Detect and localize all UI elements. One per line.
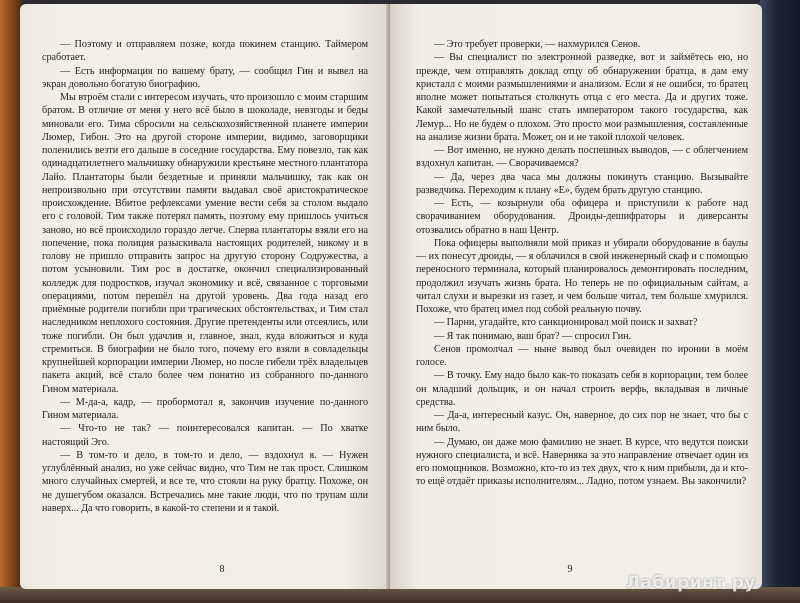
paragraph: Пока офицеры выполняли мой приказ и убирали оборудование в баулы — их понесут дроиды, — я облачился в свой инженерный скаф и с помощью переносного терминала, который планировалось демонтировать последним, продолжил изучать жизнь брата. Но теперь не по официальным сайтам, а читал слухи и вырезки из газет, и чем больше читал, тем больше хмурился. Похоже, что братец имел под собой реальную почву. xyxy=(416,237,748,315)
watermark-logo: Лабиринт.ру xyxy=(625,573,756,593)
paragraph: — Да-а, интересный казус. Он, наверное, до сих пор не знает, что бы с ним было. xyxy=(416,410,748,435)
left-page-text xyxy=(42,38,368,515)
paragraph: — Поэтому и отправляем позже, когда покинем станцию. Таймером сработает. xyxy=(42,39,368,64)
paragraph: — Вот именно, не нужно делать поспешных выводов, — с облегчением вздохнул капитан. — Сворачиваемся? xyxy=(416,145,748,170)
paragraph: — Парни, угадайте, кто санкционировал мой поиск и захват? xyxy=(434,317,698,329)
paragraph: — Вы специалист по электронной разведке, вот и займётесь ею, но прежде, чем отправлять доклад отцу об обнаружении братца, я дам ему кристалл с моими размышлениями и анализом. Если я не ошибся, то братец вполне может попытаться столкнуть отца с его места. Да и других тоже. Какой замечательный шанс стать императором такого государства, как Лемур... Но не будем о плохом. Это просто мои размышления, составленные на анализе жизни брата. Может, он и не такой плохой человек. xyxy=(416,52,748,143)
right-page xyxy=(390,4,762,589)
paragraph: — Это требует проверки, — нахмурился Сенов. xyxy=(434,39,641,50)
paragraph: Сенов промолчал — ныне вывод был очевиден по иронии в моём голосе. xyxy=(416,343,748,368)
paragraph: — Да, через два часа мы должны покинуть станцию. Вызывайте разведчика. Переходим к плану «Е», будем брать другую станцию. xyxy=(416,171,748,196)
book-right-edge xyxy=(760,0,800,603)
right-page-text xyxy=(416,38,748,489)
left-page xyxy=(20,4,388,589)
book-left-edge xyxy=(0,0,22,603)
paragraph: — Есть информация по вашему брату, — сообщил Гин и вывел на экран довольно богатую биографию. xyxy=(42,65,368,90)
paragraph: Мы втроём стали с интересом изучать, что произошло с моим старшим братом. В отличие от меня у него всё было в шоколаде, невзгоды и беды миновали его. Тима сбросили на сельскохозяйственной планете империи Люмер, Гибон. Это на другой стороне империи, видимо, заговорщики поленились везти его дальше в соседние государства. Ему повезло, так как одинадцатилетнего мальчишку обнаружили крестьяне местного плантатора Лайо. Плантаторы были бездетные и приняли мальчишку, так как он непроизвольно при отсутствии памяти выдавал своё аристократическое происхождение. Вбитое рефлексами умение вести себя за столом выдало его с головой. Тим также потерял память, поэтому ему пришлось учиться заново, но всё происходило гораздо легче. Сперва плантаторы взяли его на попечение, пока полиция разыскивала настоящих родителей, никому и в голову не пришло отправить запрос на другую сторону Содружества, а потом усыновили. Тим рос в достатке, окончил специализированный колледж для подростков, изучал экономику и всё, связанное с торговыми операциями, потом перешёл на другой уровень. Два года назад его приёмные родители погибли при трагических обстоятельствах, и Тим стал наследником неплохого состояния. Другие претенденты или отсеялись, или тоже погибли. Он был удачлив и, главное, знал, куда вложиться и куда стремиться. В биографии не было того, почему его взяли в совладельцы крупнейшей корпорации империи Люмер, но после гибели трёх владельцев пакета акций, всё стало более чем понятно из собранного по-данного Гином материала. xyxy=(42,92,368,395)
paragraph: — М-да-а, кадр, — пробормотал я, закончив изучение по-данного Гином материала. xyxy=(42,396,368,421)
paragraph: — Есть, — козырнули оба офицера и приступили к работе над сворачиванием оборудования. Дроиды-дешифраторы и диверсанты отозвались обратно в наш Центр. xyxy=(416,198,748,236)
paragraph: — В том-то и дело, в том-то и дело, — вздохнул я. — Нужен углублённый анализ, но уже сейчас видно, что Тим не так прост. Слишком много случайных смертей, и все те, что стояли на руку братцу. Похоже, он не душегубом оказался. Встречались мне такие люди, что по трупам шли наверх... Да что говорить, в какой-то степени и я такой. xyxy=(42,449,368,514)
paragraph: — Думаю, он даже мою фамилию не знает. В курсе, что ведутся поиски нужного специалиста, и всё. Наверняка за это направление отвечает один из его помощников. Возможно, кто-то из тех двух, что к ним прибыли, да и кто-то ещё отдаёт приказы исполнителям... Ладно, потом узнаем. Вы закончили? xyxy=(416,436,748,488)
paragraph: — В точку. Ему надо было как-то показать себя в корпорации, тем более он младший дольщик, и он начал строить верфь, вкладывая в личные средства. xyxy=(416,370,748,408)
page-number-left: 8 xyxy=(219,564,225,575)
paragraph: — Что-то не так? — поинтересовался капитан. — По хватке настоящий Эго. xyxy=(42,423,368,448)
paragraph: — Я так понимаю, ваш брат? — спросил Гин. xyxy=(434,330,632,342)
page-number-right: 9 xyxy=(567,564,573,575)
